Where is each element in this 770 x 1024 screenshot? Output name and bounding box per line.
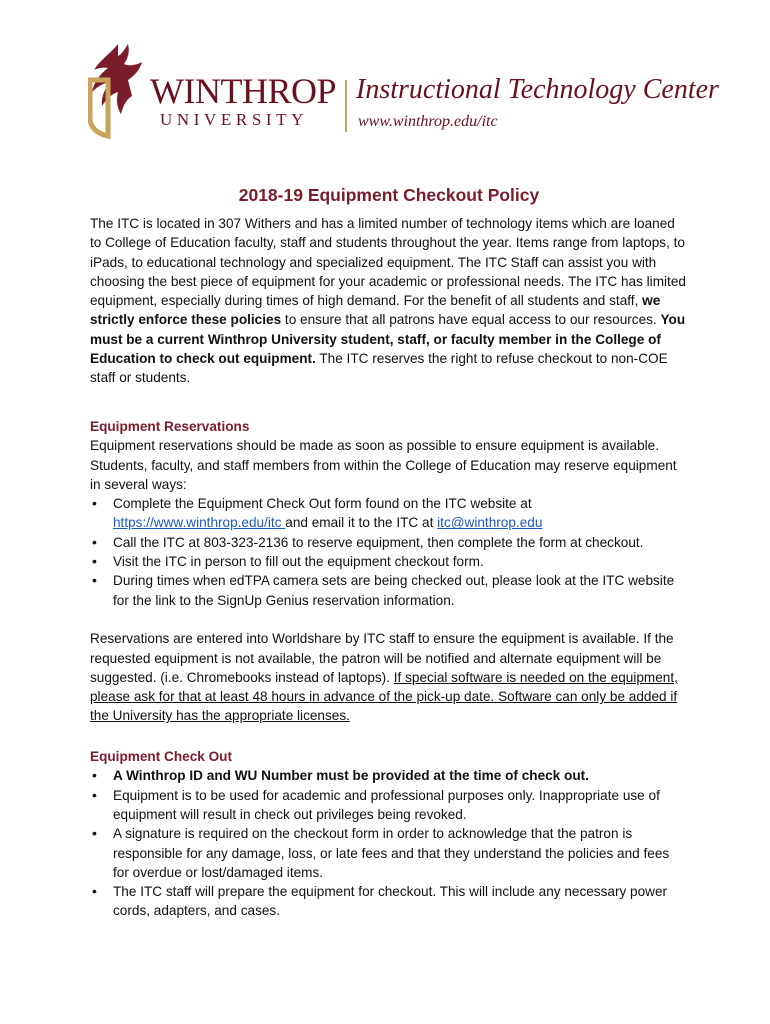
list-item: • Call the ITC at 803-323-2136 to reserve equipment, then complete the form at checkout. [113, 533, 688, 552]
itc-website-link[interactable]: https://www.winthrop.edu/itc [113, 515, 286, 531]
list-item: • The ITC staff will prepare the equipment for checkout. This will include any necessary power cords, adapters, and cases. [113, 882, 688, 921]
document-body [90, 182, 688, 921]
unit-url[interactable]: www.winthrop.edu/itc [358, 113, 498, 130]
university-wordmark: UNIVERSITY [160, 110, 308, 129]
list-item: • A Winthrop ID and WU Number must be provided at the time of check out. [113, 766, 688, 785]
intro-paragraph [90, 214, 688, 388]
list-item: • A signature is required on the checkout form in order to acknowledge that the patron is responsible for any damage, loss, or late fees and that they understand the policies and fees for overdue or lost/damaged items. [113, 824, 688, 882]
letterhead [88, 40, 719, 140]
intro-text-3: The ITC reserves the right to refuse checkout to non-COE staff or students. [90, 351, 668, 386]
list-item: • Equipment is to be used for academic and professional purposes only. Inappropriate use of equipment will result in check out privileges being revoked. [113, 786, 688, 825]
itc-email-link[interactable]: itc@winthrop.edu [437, 515, 543, 531]
software-note: If special software is needed on the equipment, please ask for that at least 48 hours in advance of the pick-up date. Software can only be added if the University has the appropriate licenses. [90, 669, 678, 724]
checkout-heading: Equipment Check Out [90, 749, 232, 765]
reservations-list [90, 494, 688, 610]
list-item: • During times when edTPA camera sets are being checked out, please look at the ITC website for the link to the SignUp Genius reservation information. [113, 571, 688, 610]
eagle-shield-icon [88, 40, 148, 140]
reservations-paragraph: Equipment reservations should be made as soon as possible to ensure equipment is available. Students, faculty, and staff members from within the College of Education may reserve equipment in several ways: [90, 438, 677, 492]
intro-bold-1: we strictly enforce these policies [90, 293, 661, 328]
intro-bold-2: You must be a current Winthrop University student, staff, or faculty member in the College of Education to check out equipment. [90, 312, 686, 367]
checkout-list [90, 766, 688, 920]
reservations-heading: Equipment Reservations [90, 418, 250, 434]
intro-text-2: to ensure that all patrons have equal access to our resources. [281, 312, 661, 328]
list-item: • Visit the ITC in person to fill out the equipment checkout form. [113, 552, 688, 571]
winthrop-wordmark: WINTHROP [150, 71, 336, 111]
page-title: 2018-19 Equipment Checkout Policy [238, 185, 540, 205]
worldshare-paragraph: Reservations are entered into Worldshare by ITC staff to ensure the equipment is available. If the requested equipment is not available, the patron will be notified and alternate equipment will be suggested. (i.e. Chromebooks instead of laptops). If special software is needed on the equipment, please ask for that at least 48 hours in advance of the pick-up date. Software can only be added if the University has the appropriate licenses. [90, 631, 678, 724]
intro-text-1: The ITC is located in 307 Withers and has a limited number of technology items which are loaned to College of Education faculty, staff and students throughout the year. Items range from laptops, to iPads, to educational technology and specialized equipment. The ITC Staff can assist you with choosing the best piece of equipment for your academic or professional needs. The ITC has limited equipment, especially during times of high demand. For the benefit of all students and staff, [90, 216, 686, 309]
header-divider [345, 80, 347, 132]
list-item: • Complete the Equipment Check Out form found on the ITC website at https://www.winthrop.edu/itc and email it to the ITC at itc@winthrop.edu [113, 494, 688, 533]
unit-title: Instructional Technology Center [356, 74, 719, 105]
